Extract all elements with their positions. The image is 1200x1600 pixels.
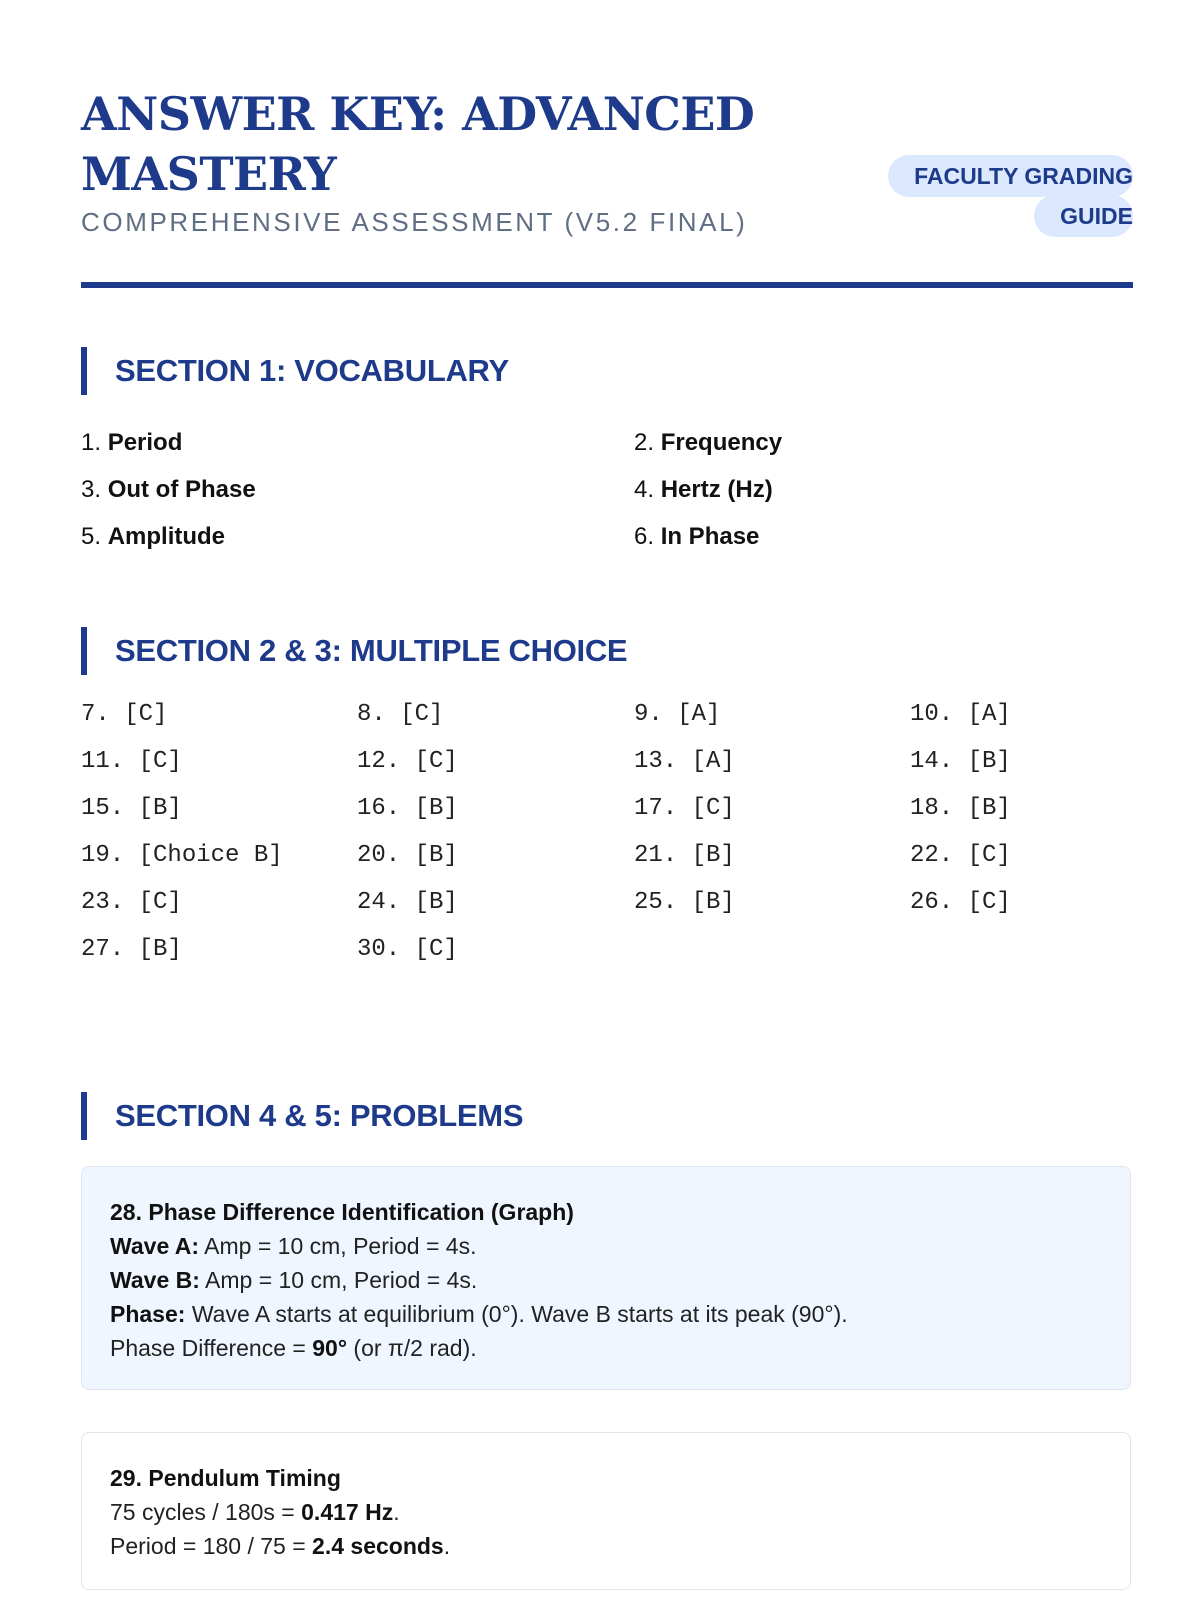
answer-key-page xyxy=(81,0,1133,1559)
item-number: 5. xyxy=(81,523,102,550)
phase-difference-suffix: (or π/2 rad). xyxy=(347,1335,477,1361)
vocab-item xyxy=(81,522,225,552)
item-number: 4. xyxy=(634,476,655,503)
section-heading-problems: SECTION 4 & 5: PROBLEMS xyxy=(81,1092,523,1140)
item-number: 3. xyxy=(81,476,102,503)
vocab-item xyxy=(81,428,182,458)
problem-title: 28. Phase Difference Identification (Graph) xyxy=(110,1199,574,1225)
item-answer: Amplitude xyxy=(107,523,226,550)
item-answer: Out of Phase xyxy=(107,476,256,503)
wave-a-line xyxy=(110,1229,1102,1263)
frequency-prefix: 75 cycles / 180s = xyxy=(110,1499,302,1525)
mc-answer: 7. [C] xyxy=(81,701,168,728)
mc-answer: 30. [C] xyxy=(357,936,458,963)
mc-answer: 12. [C] xyxy=(357,748,458,775)
section-heading-multiple-choice: SECTION 2 & 3: MULTIPLE CHOICE xyxy=(81,627,627,675)
wave-a-text: Amp = 10 cm, Period = 4s. xyxy=(199,1233,477,1259)
faculty-badge: FACULTY GRADING GUIDE xyxy=(888,155,1133,237)
mc-answer: 23. [C] xyxy=(81,889,182,916)
mc-answer: 10. [A] xyxy=(910,701,1011,728)
problem-card-28 xyxy=(81,1166,1131,1390)
item-number: 1. xyxy=(81,429,102,456)
vocab-item xyxy=(634,428,782,458)
period-value: 2.4 seconds xyxy=(312,1533,444,1559)
badge-container xyxy=(873,156,1133,236)
item-answer: Hertz (Hz) xyxy=(660,476,773,503)
mc-answer: 19. [Choice B] xyxy=(81,842,283,869)
item-number: 2. xyxy=(634,429,655,456)
phase-label: Phase: xyxy=(110,1301,186,1327)
item-answer: Frequency xyxy=(660,429,783,456)
mc-answer: 8. [C] xyxy=(357,701,444,728)
item-number: 6. xyxy=(634,523,655,550)
vocab-item xyxy=(634,475,773,505)
wave-a-label: Wave A: xyxy=(110,1233,200,1259)
header-divider xyxy=(81,282,1133,288)
mc-answer: 9. [A] xyxy=(634,701,721,728)
vocab-item xyxy=(634,522,759,552)
page-title: ANSWER KEY: ADVANCED MASTERY xyxy=(81,87,755,201)
phase-difference-prefix: Phase Difference = xyxy=(110,1335,313,1361)
phase-line xyxy=(110,1297,1102,1331)
phase-difference-value: 90° xyxy=(312,1335,348,1361)
frequency-suffix: . xyxy=(393,1499,400,1525)
item-answer: In Phase xyxy=(660,523,760,550)
wave-b-line xyxy=(110,1263,1102,1297)
mc-answer: 17. [C] xyxy=(634,795,735,822)
frequency-line xyxy=(110,1495,1102,1529)
mc-answer: 22. [C] xyxy=(910,842,1011,869)
mc-answer: 11. [C] xyxy=(81,748,182,775)
page-subtitle: COMPREHENSIVE ASSESSMENT (V5.2 FINAL) xyxy=(81,207,748,237)
mc-answer: 27. [B] xyxy=(81,936,182,963)
wave-b-label: Wave B: xyxy=(110,1267,200,1293)
mc-answer: 25. [B] xyxy=(634,889,735,916)
mc-answer: 16. [B] xyxy=(357,795,458,822)
period-line xyxy=(110,1529,1102,1563)
item-answer: Period xyxy=(107,429,183,456)
phase-difference-line xyxy=(110,1331,1102,1365)
problem-title: 29. Pendulum Timing xyxy=(110,1465,341,1491)
mc-answer: 21. [B] xyxy=(634,842,735,869)
vocab-item xyxy=(81,475,256,505)
wave-b-text: Amp = 10 cm, Period = 4s. xyxy=(199,1267,478,1293)
mc-answer: 13. [A] xyxy=(634,748,735,775)
frequency-value: 0.417 Hz xyxy=(301,1499,394,1525)
mc-answer: 14. [B] xyxy=(910,748,1011,775)
mc-answer: 20. [B] xyxy=(357,842,458,869)
period-prefix: Period = 180 / 75 = xyxy=(110,1533,313,1559)
section-heading-vocabulary: SECTION 1: VOCABULARY xyxy=(81,347,509,395)
mc-answer: 26. [C] xyxy=(910,889,1011,916)
phase-text: Wave A starts at equilibrium (0°). Wave B starts at its peak (90°). xyxy=(185,1301,848,1327)
problem-card-29 xyxy=(81,1432,1131,1590)
page-header xyxy=(81,0,1133,290)
mc-answer: 24. [B] xyxy=(357,889,458,916)
mc-answer: 15. [B] xyxy=(81,795,182,822)
period-suffix: . xyxy=(443,1533,451,1559)
mc-answer: 18. [B] xyxy=(910,795,1011,822)
